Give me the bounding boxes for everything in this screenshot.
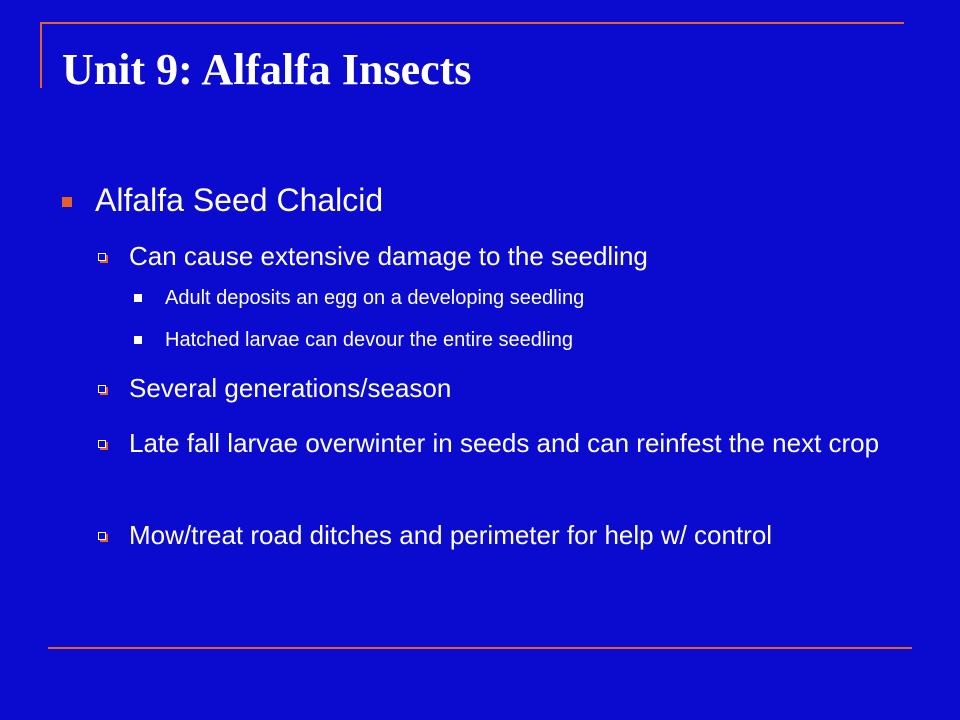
- subpoint-text: Adult deposits an egg on a developing seedling: [165, 287, 585, 309]
- hollow-square-bullet-icon: [98, 385, 106, 393]
- subpoint-text: Hatched larvae can devour the entire seedling: [165, 329, 574, 351]
- hollow-square-bullet-icon: [98, 532, 106, 540]
- point-text: Late fall larvae overwinter in seeds and can reinfest the next crop: [129, 428, 880, 458]
- point-text: Several generations/season: [129, 373, 452, 403]
- hollow-square-bullet-icon: [98, 440, 106, 448]
- square-bullet-icon: [134, 294, 142, 302]
- point-text: Can cause extensive damage to the seedling: [129, 241, 648, 271]
- square-bullet-icon: [62, 197, 72, 207]
- bottom-rule: [48, 647, 912, 649]
- main-bullet-text: Alfalfa Seed Chalcid: [95, 182, 384, 218]
- point-text: Mow/treat road ditches and perimeter for help w/ control: [129, 520, 773, 550]
- slide-title: Unit 9: Alfalfa Insects: [62, 45, 472, 94]
- hollow-square-bullet-icon: [98, 253, 106, 261]
- square-bullet-icon: [134, 336, 142, 344]
